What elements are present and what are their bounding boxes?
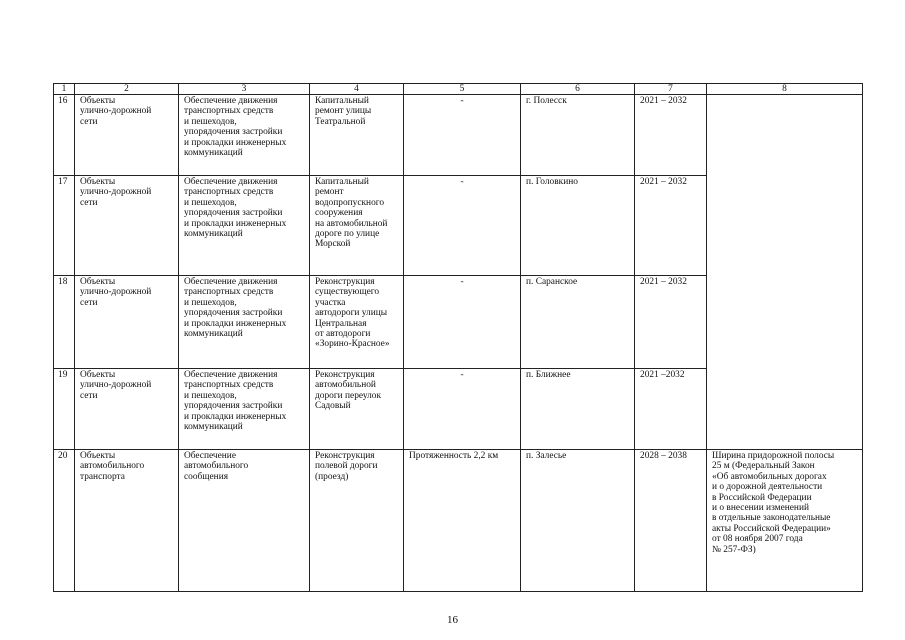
row-number: 18 bbox=[54, 276, 75, 369]
object-type: Объекты улично-дорожной сети bbox=[75, 276, 179, 369]
period: 2021 –2032 bbox=[635, 369, 707, 450]
header-col-2: 2 bbox=[75, 84, 179, 95]
object-type: Объекты улично-дорожной сети bbox=[75, 369, 179, 450]
header-row bbox=[54, 84, 863, 95]
characteristics: - bbox=[404, 369, 521, 450]
header-col-4: 4 bbox=[310, 84, 404, 95]
zones: Ширина придорожной полосы 25 м (Федеральный Закон «Об автомобильных дорогах и о дорожной деятельности в Российской Федерации и о внесении изменений в отдельные законодательные акты Российской Федерации» от 08 ноября 2007 года № 257-ФЗ) bbox=[707, 450, 863, 592]
row-number: 19 bbox=[54, 369, 75, 450]
purpose: Обеспечение движения транспортных средств и пешеходов, упорядочения застройки и прокладки инженерных коммуникаций bbox=[179, 276, 310, 369]
characteristics: - bbox=[404, 276, 521, 369]
header-col-6: 6 bbox=[521, 84, 635, 95]
period: 2021 – 2032 bbox=[635, 176, 707, 276]
object-type: Объекты улично-дорожной сети bbox=[75, 95, 179, 176]
location: п. Залесье bbox=[521, 450, 635, 592]
object-name: Реконструкция полевой дороги (проезд) bbox=[310, 450, 404, 592]
header-col-7: 7 bbox=[635, 84, 707, 95]
row-number: 20 bbox=[54, 450, 75, 592]
purpose: Обеспечение движения транспортных средств и пешеходов, упорядочения застройки и прокладки инженерных коммуникаций bbox=[179, 176, 310, 276]
header-col-5: 5 bbox=[404, 84, 521, 95]
location: п. Головкино bbox=[521, 176, 635, 276]
object-type: Объекты автомобильного транспорта bbox=[75, 450, 179, 592]
row-number: 17 bbox=[54, 176, 75, 276]
purpose: Обеспечение движения транспортных средств и пешеходов, упорядочения застройки и прокладки инженерных коммуникаций bbox=[179, 95, 310, 176]
period: 2028 – 2038 bbox=[635, 450, 707, 592]
object-name: Капитальный ремонт водопропускного сооружения на автомобильной дороге по улице Морской bbox=[310, 176, 404, 276]
page-number: 16 bbox=[447, 614, 458, 626]
zones-merged bbox=[707, 95, 863, 450]
table-row bbox=[54, 450, 863, 592]
period: 2021 – 2032 bbox=[635, 95, 707, 176]
characteristics: Протяженность 2,2 км bbox=[404, 450, 521, 592]
object-name: Реконструкция автомобильной дороги переулок Садовый bbox=[310, 369, 404, 450]
object-name: Реконструкция существующего участка автодороги улицы Центральная от автодороги «Зорино-Красное» bbox=[310, 276, 404, 369]
characteristics: - bbox=[404, 95, 521, 176]
characteristics: - bbox=[404, 176, 521, 276]
header-col-3: 3 bbox=[179, 84, 310, 95]
location: п. Саранское bbox=[521, 276, 635, 369]
table-row bbox=[54, 95, 863, 176]
planning-table bbox=[53, 83, 863, 592]
object-type: Объекты улично-дорожной сети bbox=[75, 176, 179, 276]
purpose: Обеспечение движения транспортных средств и пешеходов, упорядочения застройки и прокладки инженерных коммуникаций bbox=[179, 369, 310, 450]
header-col-1: 1 bbox=[54, 84, 75, 95]
period: 2021 – 2032 bbox=[635, 276, 707, 369]
object-name: Капитальный ремонт улицы Театральной bbox=[310, 95, 404, 176]
header-col-8: 8 bbox=[707, 84, 863, 95]
location: п. Ближнее bbox=[521, 369, 635, 450]
location: г. Полесск bbox=[521, 95, 635, 176]
row-number: 16 bbox=[54, 95, 75, 176]
purpose: Обеспечение автомобильного сообщения bbox=[179, 450, 310, 592]
